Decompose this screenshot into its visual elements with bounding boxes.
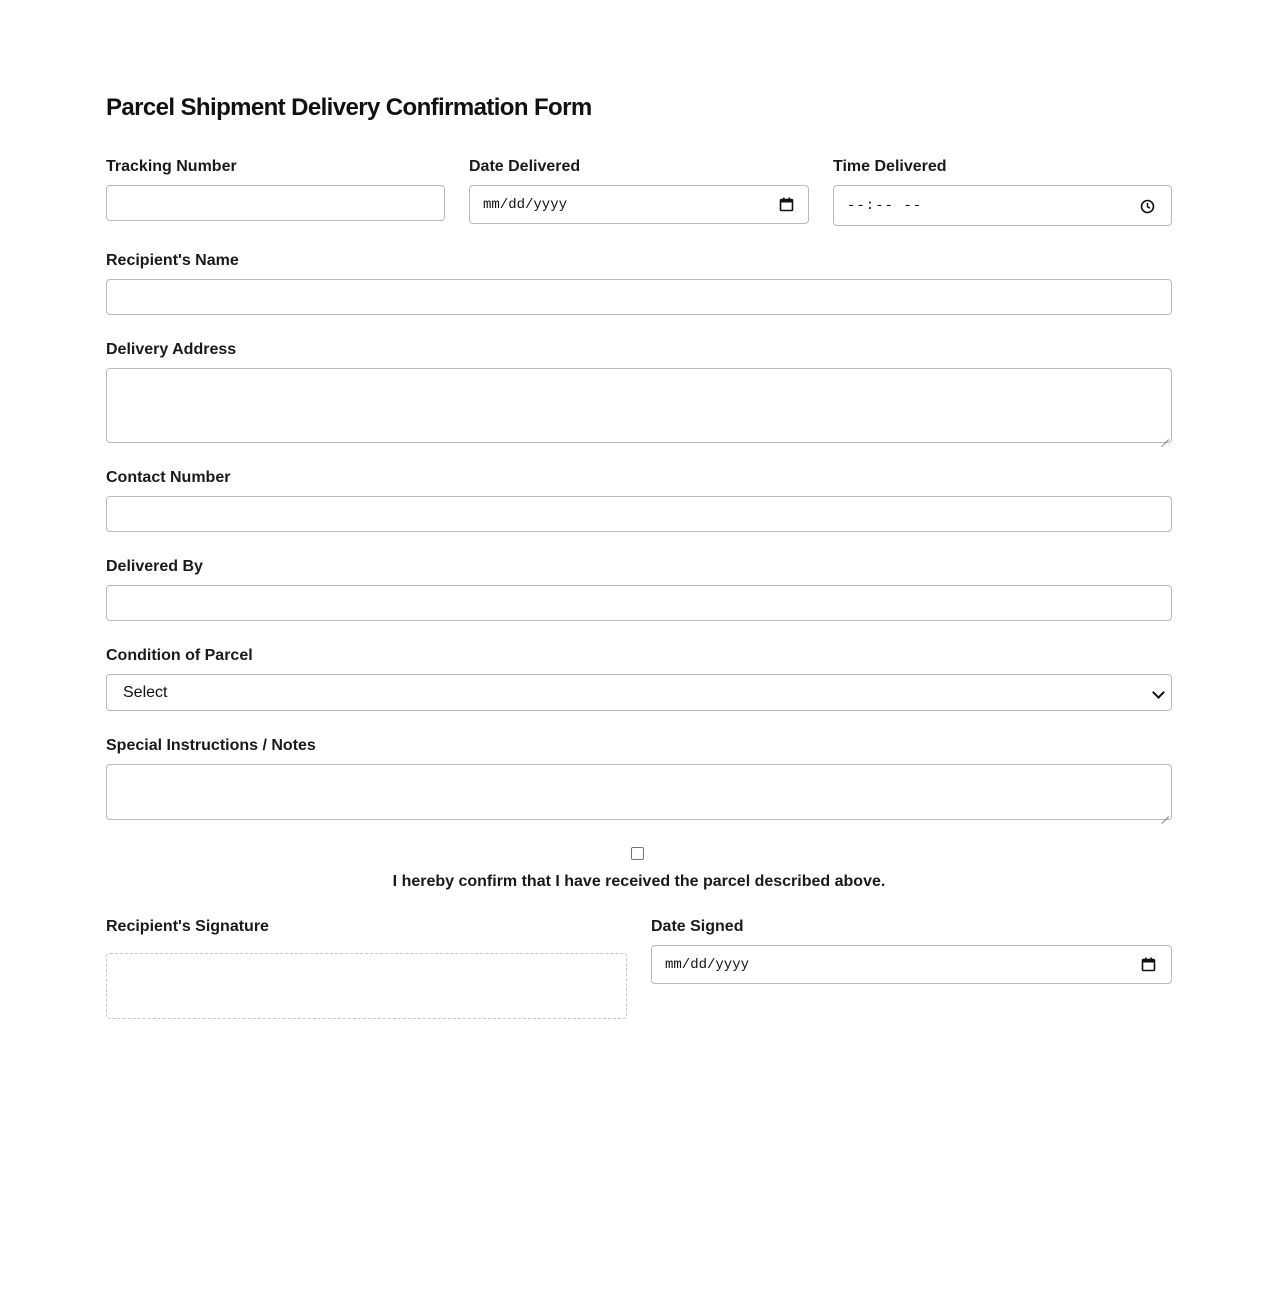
condition-selected-value: Select — [123, 684, 168, 701]
contact-number-input[interactable] — [106, 496, 1172, 532]
contact-number-label: Contact Number — [106, 469, 231, 486]
recipient-name-input[interactable] — [106, 279, 1172, 315]
notes-textarea[interactable] — [106, 764, 1172, 820]
time-delivered-input[interactable] — [833, 185, 1172, 226]
delivery-address-textarea[interactable] — [106, 368, 1172, 443]
date-signed-input[interactable] — [651, 945, 1172, 984]
signature-label: Recipient's Signature — [106, 918, 269, 935]
condition-select[interactable] — [106, 674, 1172, 711]
resize-handle[interactable] — [1161, 809, 1169, 817]
time-delivered-label: Time Delivered — [833, 158, 947, 175]
delivered-by-input[interactable] — [106, 585, 1172, 621]
clock-icon[interactable] — [1140, 199, 1155, 214]
chevron-down-icon — [1152, 686, 1165, 699]
page-title: Parcel Shipment Delivery Confirmation Form — [106, 94, 592, 121]
date-delivered-label: Date Delivered — [469, 158, 581, 175]
calendar-icon[interactable] — [779, 197, 794, 212]
delivered-by-label: Delivered By — [106, 558, 203, 575]
condition-label: Condition of Parcel — [106, 647, 253, 664]
tracking-number-input[interactable] — [106, 185, 445, 221]
recipient-name-label: Recipient's Name — [106, 252, 239, 269]
signature-pad[interactable] — [106, 953, 627, 1019]
tracking-number-label: Tracking Number — [106, 158, 237, 175]
date-delivered-placeholder: mm/dd/yyyy — [483, 197, 568, 213]
time-delivered-placeholder: --:-- -- — [847, 198, 923, 214]
notes-label: Special Instructions / Notes — [106, 737, 316, 754]
date-delivered-input[interactable] — [469, 185, 809, 224]
calendar-icon[interactable] — [1141, 957, 1156, 972]
date-signed-label: Date Signed — [651, 918, 744, 935]
delivery-address-label: Delivery Address — [106, 341, 237, 358]
confirmation-checkbox[interactable] — [631, 847, 644, 860]
date-signed-placeholder: mm/dd/yyyy — [665, 957, 750, 973]
confirmation-text[interactable]: I hereby confirm that I have received the parcel described above. — [392, 873, 886, 890]
resize-handle[interactable] — [1161, 432, 1169, 440]
